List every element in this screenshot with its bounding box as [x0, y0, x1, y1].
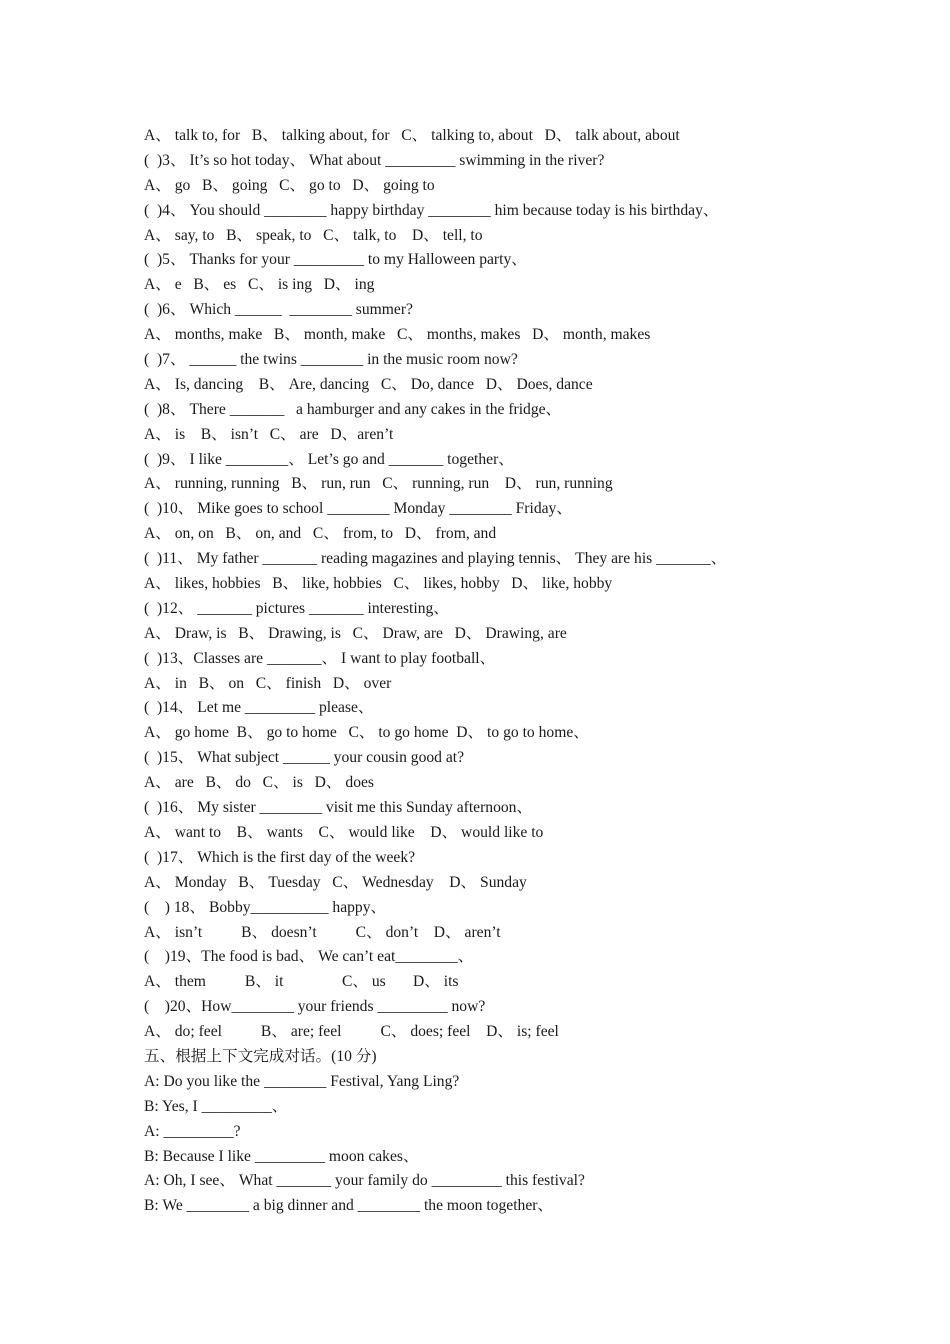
question-6: ( )6、 Which ______ ________ summer?	[144, 301, 413, 319]
question-4: ( )4、 You should ________ happy birthday ________ him because today is his birthday、	[144, 201, 719, 219]
answer-options-q11: A、 likes, hobbies B、 like, hobbies C、 likes, hobby D、 like, hobby	[144, 575, 613, 593]
question-19: ( )19、The food is bad、 We can’t eat________、	[144, 948, 474, 966]
question-17: ( )17、 Which is the first day of the week?	[144, 848, 416, 866]
answer-options-q19: A、 them B、 it C、 us D、 its	[144, 973, 459, 991]
answer-options-q2: A、 talk to, for B、 talking about, for C、 talking to, about D、 talk about, about	[144, 127, 680, 144]
answer-options-q9: A、 running, running B、 run, run C、 running, run D、 run, running	[144, 475, 613, 493]
question-15: ( )15、 What subject ______ your cousin good at?	[144, 749, 465, 767]
answer-options-q7: A、 Is, dancing B、 Are, dancing C、 Do, dance D、 Does, dance	[144, 375, 593, 393]
question-20: ( )20、How________ your friends _________ now?	[144, 998, 486, 1016]
question-14: ( )14、 Let me _________ please、	[144, 699, 374, 717]
answer-options-q14: A、 go home B、 go to home C、 to go home D、 to go to home、	[144, 724, 589, 742]
answer-options-q10: A、 on, on B、 on, and C、 from, to D、 from, and	[144, 525, 497, 543]
answer-options-q16: A、 want to B、 wants C、 would like D、 would like to	[144, 823, 544, 841]
answer-options-q6: A、 months, make B、 month, make C、 months, makes D、 month, makes	[144, 326, 651, 344]
question-7: ( )7、 ______ the twins ________ in the music room now?	[144, 351, 518, 369]
dialogue-line-6: B: We ________ a big dinner and ________ the moon together、	[144, 1197, 554, 1215]
dialogue-line-4: B: Because I like _________ moon cakes、	[144, 1147, 419, 1165]
document-page	[144, 124, 784, 1219]
question-9: ( )9、 I like ________、 Let’s go and _______ together、	[144, 450, 514, 468]
answer-options-q20: A、 do; feel B、 are; feel C、 does; feel D、 is; feel	[144, 1023, 559, 1041]
dialogue-line-3: A: _________?	[144, 1122, 241, 1140]
answer-options-q12: A、 Draw, is B、 Drawing, is C、 Draw, are D、 Drawing, are	[144, 624, 567, 642]
question-11: ( )11、 My father _______ reading magazines and playing tennis、 They are his _______、	[144, 550, 727, 568]
answer-options-q13: A、 in B、 on C、 finish D、 over	[144, 674, 392, 692]
answer-options-q3: A、 go B、 going C、 go to D、 going to	[144, 176, 435, 194]
dialogue-line-5: A: Oh, I see、 What _______ your family do _________ this festival?	[144, 1172, 585, 1190]
answer-options-q8: A、 is B、 isn’t C、 are D、aren’t	[144, 425, 394, 443]
section-5-heading: 五、根据上下文完成对话。(10 分)	[144, 1047, 377, 1065]
question-18: ( ) 18、 Bobby__________ happy、	[144, 898, 387, 916]
question-13: ( )13、Classes are _______、 I want to play football、	[144, 649, 496, 667]
answer-options-q4: A、 say, to B、 speak, to C、 talk, to D、 tell, to	[144, 226, 483, 244]
question-5: ( )5、 Thanks for your _________ to my Halloween party、	[144, 251, 527, 269]
answer-options-q5: A、 e B、 es C、 is ing D、 ing	[144, 276, 375, 294]
question-3: ( )3、 It’s so hot today、 What about _________ swimming in the river?	[144, 151, 605, 169]
answer-options-q17: A、 Monday B、 Tuesday C、 Wednesday D、 Sunday	[144, 873, 527, 891]
question-12: ( )12、 _______ pictures _______ interesting、	[144, 599, 449, 617]
question-8: ( )8、 There _______ a hamburger and any cakes in the fridge、	[144, 400, 562, 418]
question-16: ( )16、 My sister ________ visit me this Sunday afternoon、	[144, 799, 533, 817]
question-10: ( )10、 Mike goes to school ________ Monday ________ Friday、	[144, 500, 572, 518]
dialogue-line-1: A: Do you like the ________ Festival, Yang Ling?	[144, 1072, 460, 1090]
answer-options-q18: A、 isn’t B、 doesn’t C、 don’t D、 aren’t	[144, 923, 501, 941]
dialogue-line-2: B: Yes, I _________、	[144, 1097, 288, 1115]
answer-options-q15: A、 are B、 do C、 is D、 does	[144, 774, 374, 792]
